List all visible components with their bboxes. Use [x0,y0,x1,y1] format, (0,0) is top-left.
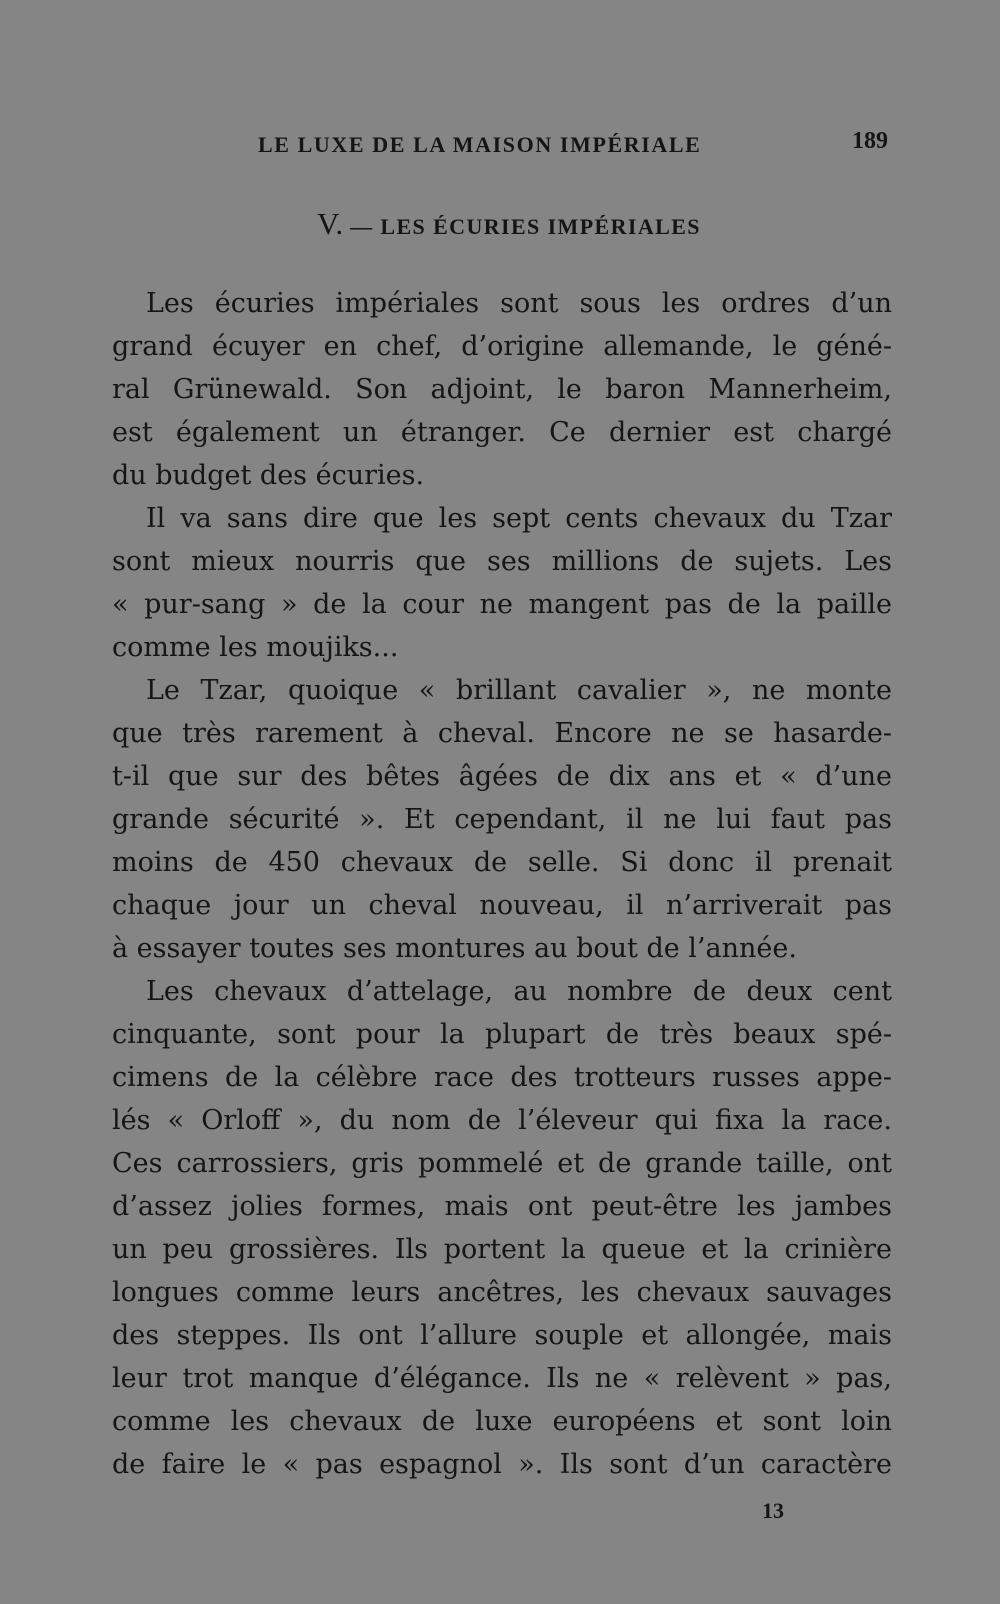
section-numeral: V. [317,206,344,241]
text-line: Il va sans dire que les sept cents chevaux du Tzar [146,503,892,534]
running-title: LE LUXE DE LA MAISON IMPÉRIALE [258,132,702,157]
text-line: longues comme leurs ancêtres, les chevaux sauvages [112,1277,892,1308]
text-line: à essayer toutes ses montures au bout de l’année. [112,933,797,964]
text-line: cimens de la célèbre race des trotteurs russes appe- [112,1062,892,1093]
body-text [112,282,892,1486]
text-line: t-il que sur des bêtes âgées de dix ans et « d’une [112,761,892,792]
section-title: — LES ÉCURIES IMPÉRIALES [350,214,701,239]
text-line: cinquante, sont pour la plupart de très beaux spé- [112,1019,892,1050]
text-line: comme les chevaux de luxe européens et sont loin [112,1406,892,1437]
text-line: grand écuyer en chef, d’origine allemande, le géné- [112,331,892,362]
text-line: Les chevaux d’attelage, au nombre de deux cent [146,976,892,1007]
running-head [0,128,1000,162]
text-line: des steppes. Ils ont l’allure souple et allongée, mais [112,1320,892,1351]
text-line: que très rarement à cheval. Encore ne se hasarde- [112,718,892,749]
text-line: d’assez jolies formes, mais ont peut-être les jambes [112,1191,892,1222]
signature-number: 13 [762,1498,784,1523]
text-line: est également un étranger. Ce dernier est chargé [112,417,892,448]
page-number: 189 [852,128,888,154]
section-heading [0,206,1000,242]
text-line: ral Grünewald. Son adjoint, le baron Mannerheim, [112,374,892,405]
text-line: Ces carrossiers, gris pommelé et de grande taille, ont [112,1148,892,1179]
text-line: moins de 450 chevaux de selle. Si donc il prenait [112,847,892,878]
text-line: comme les moujiks... [112,632,399,663]
text-line: leur trot manque d’élégance. Ils ne « relèvent » pas, [112,1363,892,1394]
text-line: grande sécurité ». Et cependant, il ne lui faut pas [112,804,892,835]
text-line: un peu grossières. Ils portent la queue et la crinière [112,1234,892,1265]
text-line: Les écuries impériales sont sous les ordres d’un [146,288,892,319]
text-line: sont mieux nourris que ses millions de sujets. Les [112,546,892,577]
text-line: du budget des écuries. [112,460,425,491]
text-line: de faire le « pas espagnol ». Ils sont d’un caractère [112,1449,892,1480]
text-line: Le Tzar, quoique « brillant cavalier », ne monte [146,675,892,706]
text-line: « pur-sang » de la cour ne mangent pas de la paille [112,589,892,620]
text-line: chaque jour un cheval nouveau, il n’arriverait pas [112,890,892,921]
text-line: lés « Orloff », du nom de l’éleveur qui fixa la race. [112,1105,892,1136]
